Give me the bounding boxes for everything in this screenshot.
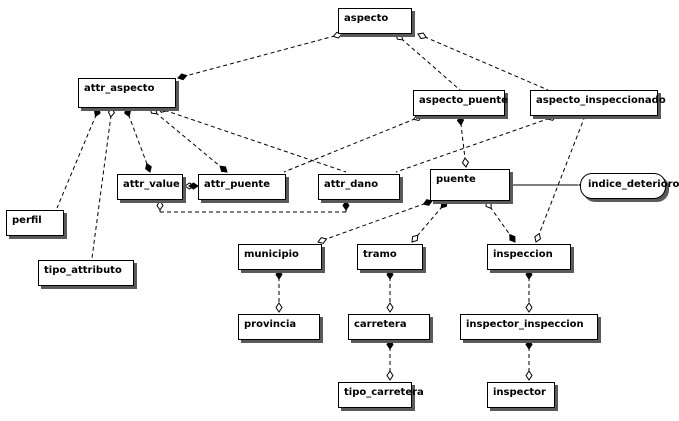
filled-diamond-18a — [441, 201, 447, 208]
filled-diamond-22a — [526, 270, 532, 279]
entity-attr-aspecto[interactable]: attr_aspecto — [78, 78, 176, 108]
open-diamond-13a — [157, 201, 163, 210]
filled-diamond-20a — [276, 270, 282, 279]
open-diamond-21b — [387, 303, 393, 312]
open-diamond-24b — [526, 371, 532, 380]
open-diamond-1a — [396, 34, 403, 40]
relationship-line-1 — [396, 34, 460, 90]
relationship-line-3 — [57, 108, 99, 208]
entity-attr-value[interactable]: attr_value — [117, 174, 183, 200]
entity-aspecto[interactable]: aspecto — [338, 8, 412, 34]
open-diamond-11b — [535, 234, 541, 242]
entity-puente[interactable]: puente — [430, 169, 510, 201]
entity-inspector-inspeccion[interactable]: inspector_inspeccion — [460, 314, 598, 340]
open-diamond-23b — [387, 371, 393, 380]
entity-aspecto-puente[interactable]: aspecto_puente — [413, 90, 505, 116]
open-diamond-2a — [418, 33, 426, 39]
entity-perfil[interactable]: perfil — [6, 210, 64, 236]
open-diamond-4a — [108, 108, 114, 117]
open-diamond-17b — [318, 238, 326, 244]
relationship-line-5 — [126, 108, 150, 172]
relationship-line-2 — [418, 34, 548, 90]
filled-diamond-0b — [178, 74, 187, 80]
entity-inspeccion[interactable]: inspeccion — [487, 244, 571, 270]
open-diamond-6a — [150, 108, 157, 114]
filled-diamond-9a — [458, 116, 464, 125]
open-diamond-19a — [486, 201, 491, 208]
entity-carretera[interactable]: carretera — [348, 314, 430, 340]
open-diamond-18b — [412, 235, 418, 242]
relationship-line-11 — [536, 116, 585, 242]
entity-inspector[interactable]: inspector — [487, 382, 555, 408]
open-diamond-9b — [462, 158, 468, 167]
relationship-line-8 — [284, 116, 422, 172]
filled-diamond-23a — [387, 340, 393, 349]
filled-diamond-24a — [526, 340, 532, 349]
entity-municipio[interactable]: municipio — [238, 244, 322, 270]
entity-tramo[interactable]: tramo — [357, 244, 423, 270]
relationship-line-10 — [396, 116, 556, 172]
filled-diamond-5a — [125, 108, 131, 116]
entity-tipo-carretera[interactable]: tipo_carretera — [338, 382, 412, 408]
entity-attr-dano[interactable]: attr_dano — [318, 174, 400, 200]
entity-aspecto-inspeccionado[interactable]: aspecto_inspeccionado — [530, 90, 658, 116]
relationship-line-7 — [158, 108, 346, 172]
open-diamond-22b — [526, 303, 532, 312]
entity-tipo-attributo[interactable]: tipo_attributo — [38, 260, 134, 286]
filled-diamond-21a — [387, 270, 393, 279]
filled-diamond-6b — [220, 166, 227, 172]
relationship-line-0 — [178, 34, 342, 78]
filled-diamond-15b — [343, 201, 349, 210]
relationship-line-6 — [150, 108, 227, 172]
open-diamond-20b — [276, 303, 282, 312]
filled-diamond-3a — [94, 108, 100, 116]
relationship-line-4 — [92, 108, 112, 258]
filled-diamond-5b — [146, 164, 152, 172]
entity-attr-puente[interactable]: attr_puente — [198, 174, 286, 200]
filled-diamond-19b — [510, 235, 515, 242]
entity-provincia[interactable]: provincia — [238, 314, 320, 340]
entity-indice-deterioro[interactable]: indice_deterioro — [580, 173, 666, 199]
